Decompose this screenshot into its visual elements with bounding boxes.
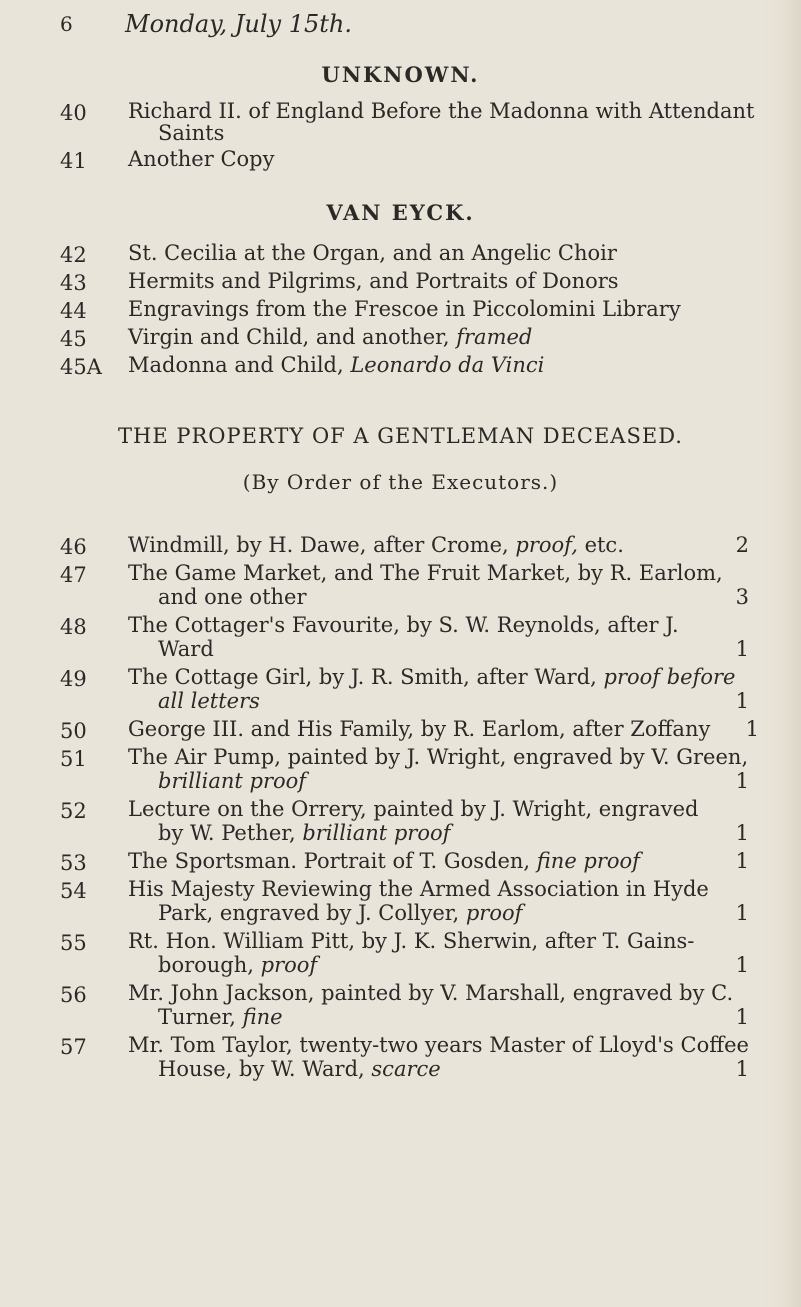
lot-number: 54: [60, 879, 87, 903]
lot-description: Rt. Hon. William Pitt, by J. K. Sherwin, after T. Gains-: [128, 929, 695, 953]
section-heading-gentleman-deceased: THE PROPERTY OF A GENTLEMAN DECEASED.: [118, 424, 683, 448]
lot-description: Richard II. of England Before the Madonna with Attendant: [128, 99, 755, 123]
lot-number: 49: [60, 667, 87, 691]
lot-description: Hermits and Pilgrims, and Portraits of Donors: [128, 269, 619, 293]
lot-description: Engravings from the Frescoe in Piccolomini Library: [128, 297, 681, 321]
lot-quantity: 1: [735, 1057, 749, 1081]
lot-description-cont: Park, engraved by J. Collyer, proof: [158, 901, 523, 925]
lot-quantity: 1: [735, 769, 749, 793]
lot-description: Mr. John Jackson, painted by V. Marshall, engraved by C.: [128, 981, 734, 1005]
lot-description: The Cottager's Favourite, by S. W. Reynolds, after J.: [128, 613, 679, 637]
lot-description: Madonna and Child, Leonardo da Vinci: [128, 353, 545, 377]
lot-quantity: 1: [745, 717, 759, 741]
lot-number: 48: [60, 615, 87, 639]
lot-quantity: 1: [735, 821, 749, 845]
lot-quantity: 1: [735, 953, 749, 977]
lot-number: 47: [60, 563, 87, 587]
lot-description-cont: all letters: [158, 689, 260, 713]
lot-number: 51: [60, 747, 87, 771]
lot-quantity: 3: [735, 585, 749, 609]
lot-number: 50: [60, 719, 87, 743]
lot-number: 52: [60, 799, 87, 823]
lot-description: The Game Market, and The Fruit Market, by R. Earlom,: [128, 561, 723, 585]
lot-description-cont: and one other: [158, 585, 307, 609]
lot-description: The Cottage Girl, by J. R. Smith, after Ward, proof before: [128, 665, 736, 689]
page-date-header: Monday, July 15th.: [125, 10, 352, 38]
lot-description: His Majesty Reviewing the Armed Association in Hyde: [128, 877, 709, 901]
section-heading-van-eyck: VAN EYCK.: [326, 200, 475, 225]
lot-number: 41: [60, 149, 87, 173]
lot-number: 44: [60, 299, 87, 323]
lot-number: 53: [60, 851, 87, 875]
lot-number: 55: [60, 931, 87, 955]
lot-description: The Sportsman. Portrait of T. Gosden, fine proof: [128, 849, 640, 873]
lot-number: 40: [60, 101, 87, 125]
page-number: 6: [60, 12, 73, 36]
lot-description-cont: by W. Pether, brilliant proof: [158, 821, 451, 845]
lot-number: 56: [60, 983, 87, 1007]
lot-description-cont: brilliant proof: [158, 769, 307, 793]
lot-number: 43: [60, 271, 87, 295]
lot-quantity: 2: [735, 533, 749, 557]
lot-number: 45: [60, 327, 87, 351]
section-heading-unknown: UNKNOWN.: [321, 62, 480, 87]
lot-description: George III. and His Family, by R. Earlom, after Zoffany: [128, 717, 711, 741]
lot-description-cont: House, by W. Ward, scarce: [158, 1057, 441, 1081]
lot-description: Virgin and Child, and another, framed: [128, 325, 533, 349]
lot-description-cont: Saints: [158, 121, 225, 145]
lot-description-cont: Ward: [158, 637, 214, 661]
lot-number: 45A: [60, 355, 102, 379]
lot-quantity: 1: [735, 689, 749, 713]
lot-quantity: 1: [735, 849, 749, 873]
lot-quantity: 1: [735, 901, 749, 925]
lot-description: The Air Pump, painted by J. Wright, engraved by V. Green,: [128, 745, 749, 769]
lot-number: 46: [60, 535, 87, 559]
page-edge-shadow: [763, 0, 801, 1307]
lot-quantity: 1: [735, 1005, 749, 1029]
lot-description: Mr. Tom Taylor, twenty-two years Master of Lloyd's Coffee: [128, 1033, 749, 1057]
lot-description: Windmill, by H. Dawe, after Crome, proof, etc.: [128, 533, 624, 557]
lot-description: St. Cecilia at the Organ, and an Angelic Choir: [128, 241, 617, 265]
section-subheading: (By Order of the Executors.): [242, 470, 559, 494]
lot-number: 57: [60, 1035, 87, 1059]
lot-description-cont: Turner, fine: [158, 1005, 283, 1029]
lot-description: Another Copy: [128, 147, 275, 171]
lot-description: Lecture on the Orrery, painted by J. Wright, engraved: [128, 797, 699, 821]
lot-quantity: 1: [735, 637, 749, 661]
lot-description-cont: borough, proof: [158, 953, 318, 977]
lot-number: 42: [60, 243, 87, 267]
